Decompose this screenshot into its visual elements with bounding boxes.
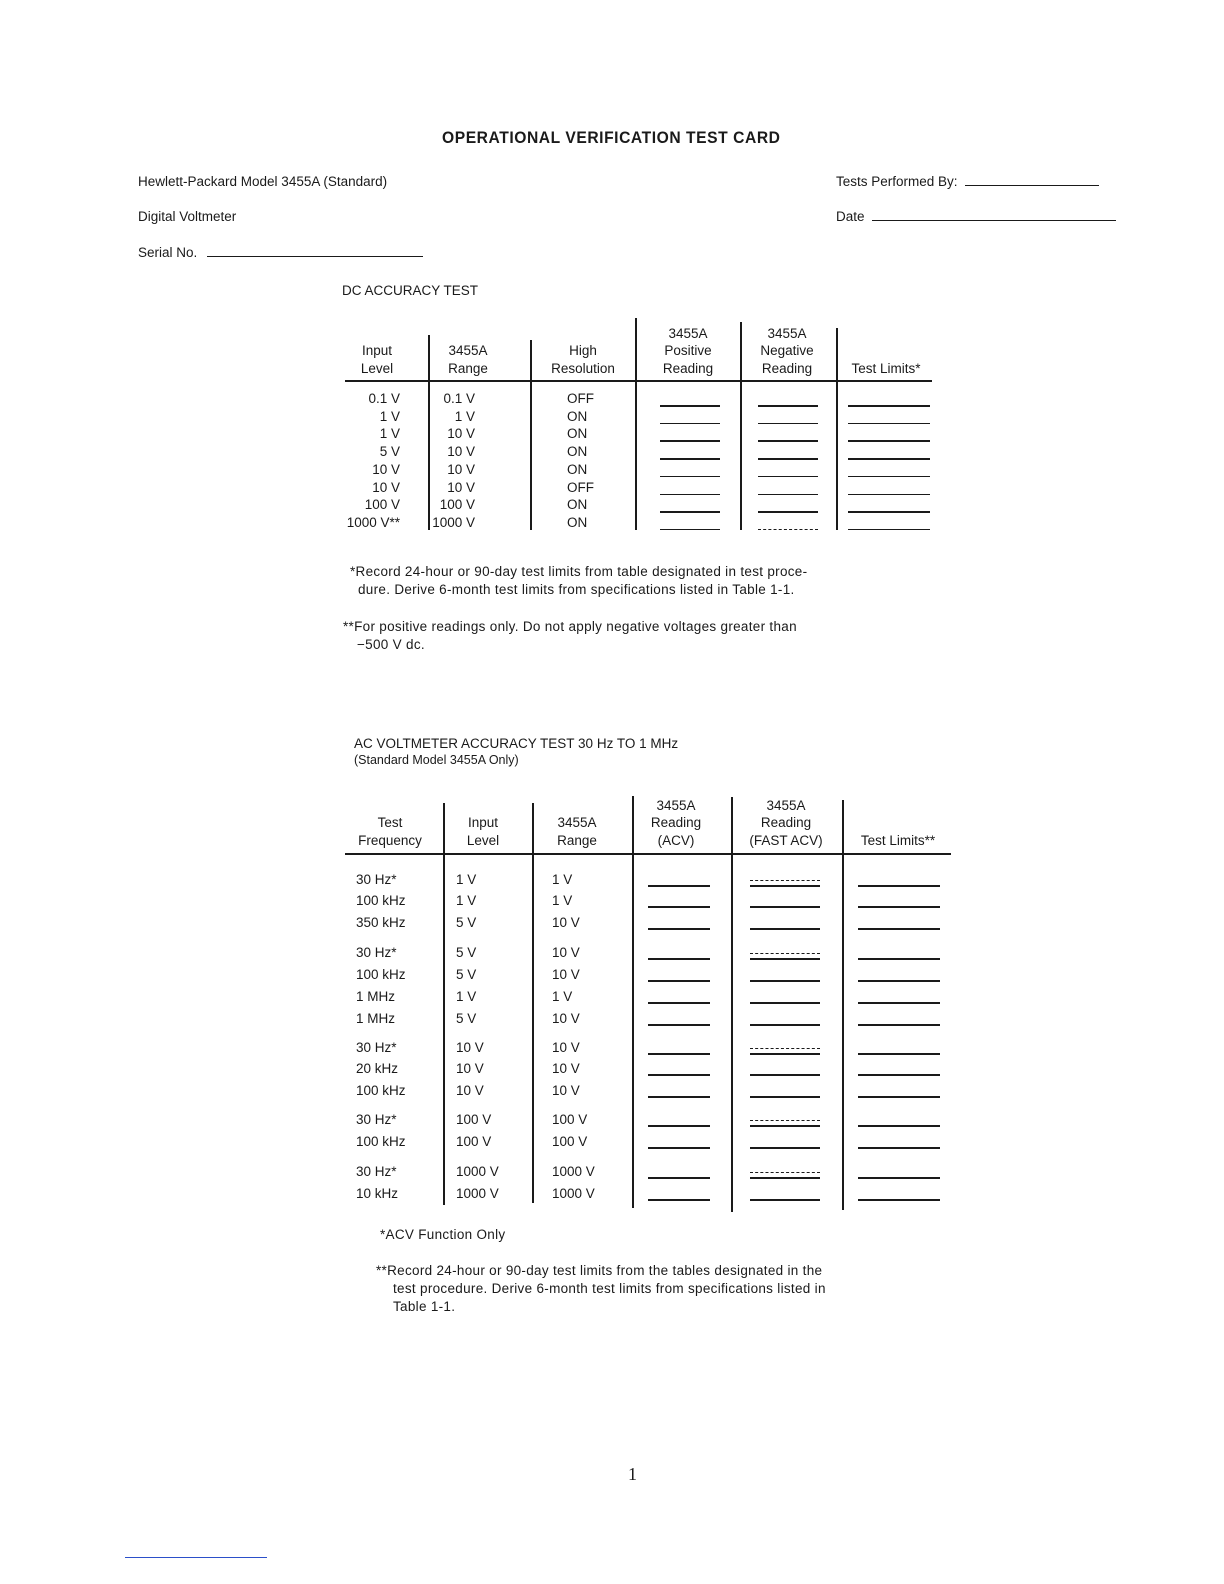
ac-test-frequency: 100 kHz	[356, 1083, 406, 1098]
ac-column-header: Reading	[650, 815, 702, 830]
dc-positive-reading-blank	[660, 405, 720, 407]
ac-column-divider	[842, 800, 844, 1210]
dc-negative-reading-blank	[758, 476, 818, 478]
ac-fast-acv-reading-blank	[750, 1096, 820, 1098]
dc-column-divider	[635, 318, 637, 530]
ac-fast-acv-reading-blank	[750, 928, 820, 930]
ac-column-header: Input	[467, 815, 499, 830]
dc-negative-reading-blank	[758, 423, 818, 425]
ac-column-header: Test Limits**	[860, 832, 936, 848]
ac-test-limits-blank	[858, 928, 940, 930]
dc-negative-reading-blank	[758, 529, 818, 530]
dc-column-divider	[530, 340, 532, 530]
dc-range: 10 V	[447, 444, 475, 460]
ac-acv-reading-blank	[648, 1024, 710, 1026]
ac-fast-acv-reading-blank	[750, 880, 820, 881]
ac-test-limits-blank	[858, 1199, 940, 1201]
ac-fast-acv-reading-blank	[750, 1120, 820, 1121]
ac-fast-acv-reading-blank	[750, 1074, 820, 1076]
dc-note-2-line: −500 V dc.	[357, 637, 425, 652]
ac-column-header: Frequency	[358, 832, 422, 848]
dc-test-limits-blank	[848, 511, 930, 513]
ac-column-divider	[731, 797, 733, 1212]
ac-input-level: 1 V	[456, 872, 477, 887]
dc-column-divider	[740, 322, 742, 530]
dc-column-header: Positive	[664, 343, 712, 358]
ac-fast-acv-reading-blank	[750, 1024, 820, 1026]
ac-acv-reading-blank	[648, 980, 710, 982]
ac-test-frequency: 30 Hz*	[356, 945, 397, 960]
ac-acv-reading-blank	[648, 928, 710, 930]
ac-range: 1 V	[552, 893, 573, 908]
ac-input-level: 1000 V	[456, 1164, 499, 1179]
dc-column-header: Reading	[761, 360, 813, 376]
dc-range: 100 V	[439, 497, 475, 513]
dc-column-header: Range	[448, 360, 488, 376]
dc-test-limits-blank	[848, 405, 930, 407]
ac-acv-reading-blank	[648, 1177, 710, 1179]
ac-acv-reading-blank	[648, 1096, 710, 1098]
ac-fast-acv-reading-blank	[750, 1125, 820, 1127]
ac-input-level: 10 V	[456, 1083, 484, 1098]
dc-negative-reading-blank	[758, 405, 818, 407]
ac-test-frequency: 350 kHz	[356, 915, 406, 930]
ac-range: 100 V	[552, 1112, 588, 1127]
ac-note-2	[376, 1262, 826, 1316]
ac-test-limits-blank	[858, 1177, 940, 1179]
dc-input-level: 1000 V**	[346, 514, 400, 530]
dc-high-resolution: ON	[567, 461, 588, 477]
ac-column-header: Level	[466, 832, 500, 848]
dc-test-limits-blank	[848, 529, 930, 531]
ac-column-header: Reading	[760, 815, 812, 830]
dc-test-limits-blank	[848, 440, 930, 442]
ac-fast-acv-reading-blank	[750, 885, 820, 887]
ac-test-frequency: 20 kHz	[356, 1061, 399, 1076]
ac-test-limits-blank	[858, 1147, 940, 1149]
dc-range: 10 V	[447, 479, 475, 495]
ac-acv-reading-blank	[648, 1199, 710, 1201]
dc-high-resolution: ON	[567, 514, 588, 530]
dc-range: 10 V	[447, 426, 475, 442]
ac-section-subtitle: (Standard Model 3455A Only)	[354, 753, 519, 767]
dc-note-2-line: **For positive readings only. Do not apply negative voltages greater than	[343, 619, 797, 634]
dc-positive-reading-blank	[660, 511, 720, 513]
ac-range: 10 V	[552, 967, 580, 982]
dc-positive-reading-blank	[660, 423, 720, 425]
ac-test-limits-blank	[858, 1096, 940, 1098]
ac-test-frequency: 10 kHz	[356, 1186, 399, 1201]
ac-test-frequency: 1 MHz	[356, 989, 396, 1004]
ac-test-limits-blank	[858, 1053, 940, 1055]
ac-fast-acv-reading-blank	[750, 1172, 820, 1173]
date-blank	[872, 220, 1116, 221]
dc-note-2	[343, 618, 797, 654]
dc-high-resolution: OFF	[567, 391, 594, 406]
dc-column-divider	[836, 328, 838, 530]
ac-fast-acv-reading-blank	[750, 906, 820, 908]
ac-input-level: 5 V	[456, 967, 477, 982]
ac-note-2-line: test procedure. Derive 6-month test limits from specifications listed in	[393, 1281, 826, 1296]
dc-column-header: 3455A	[767, 325, 807, 341]
ac-acv-reading-blank	[648, 885, 710, 887]
ac-column-header: Test	[377, 815, 403, 830]
ac-range: 100 V	[552, 1134, 588, 1149]
performed-by-field	[836, 174, 1099, 189]
dc-high-resolution: ON	[567, 444, 588, 460]
dc-column-header: Test Limits*	[851, 360, 921, 376]
ac-test-limits-blank	[858, 906, 940, 908]
ac-acv-reading-blank	[648, 958, 710, 960]
ac-note-1: *ACV Function Only	[380, 1227, 506, 1242]
ac-test-limits-blank	[858, 885, 940, 887]
dc-test-limits-blank	[848, 423, 930, 425]
ac-fast-acv-reading-blank	[750, 980, 820, 982]
ac-input-level: 100 V	[456, 1134, 492, 1149]
dc-positive-reading-blank	[660, 440, 720, 442]
dc-negative-reading-blank	[758, 458, 818, 460]
ac-input-level: 5 V	[456, 1011, 477, 1026]
ac-input-level: 10 V	[456, 1061, 484, 1076]
performed-by-blank	[965, 185, 1099, 186]
ac-acv-reading-blank	[648, 1125, 710, 1127]
dc-positive-reading-blank	[660, 458, 720, 460]
date-field	[836, 209, 1116, 224]
ac-range: 10 V	[552, 1061, 580, 1076]
dc-header-rule	[345, 380, 932, 382]
ac-acv-reading-blank	[648, 1147, 710, 1149]
dc-column-header: Level	[360, 360, 394, 376]
dc-input-level: 0.1 V	[368, 391, 400, 406]
dc-section-title: DC ACCURACY TEST	[342, 283, 479, 298]
dc-column-header: Negative	[760, 343, 814, 358]
dc-positive-reading-blank	[660, 476, 720, 478]
ac-test-limits-blank	[858, 1002, 940, 1004]
dc-input-level: 100 V	[364, 497, 400, 513]
dc-high-resolution: ON	[567, 497, 588, 513]
dc-test-limits-blank	[848, 494, 930, 496]
ac-column-header: (ACV)	[657, 832, 695, 848]
ac-input-level: 1000 V	[456, 1186, 499, 1201]
dc-test-limits-blank	[848, 476, 930, 478]
dc-column-header: Input	[361, 343, 393, 358]
ac-acv-reading-blank	[648, 906, 710, 908]
dc-negative-reading-blank	[758, 494, 818, 496]
ac-fast-acv-reading-blank	[750, 953, 820, 954]
page-title: OPERATIONAL VERIFICATION TEST CARD	[442, 128, 781, 147]
dc-column-divider	[428, 335, 430, 530]
dc-column-header: 3455A	[668, 325, 708, 341]
ac-fast-acv-reading-blank	[750, 1048, 820, 1049]
dc-note-1-line: dure. Derive 6-month test limits from specifications listed in Table 1-1.	[358, 582, 795, 597]
ac-test-frequency: 30 Hz*	[356, 1112, 397, 1127]
ac-test-limits-blank	[858, 1074, 940, 1076]
ac-column-divider	[532, 803, 534, 1203]
ac-column-header: 3455A	[557, 815, 597, 830]
ac-acv-reading-blank	[648, 1074, 710, 1076]
dc-column-header: Resolution	[551, 360, 615, 376]
ac-test-frequency: 100 kHz	[356, 1134, 406, 1149]
ac-test-frequency: 100 kHz	[356, 967, 406, 982]
ac-test-frequency: 30 Hz*	[356, 872, 397, 887]
ac-column-header: 3455A	[766, 797, 806, 813]
page-number: 1	[628, 1464, 637, 1484]
ac-input-level: 1 V	[456, 893, 477, 908]
ac-fast-acv-reading-blank	[750, 1053, 820, 1055]
date-label: Date	[836, 209, 865, 224]
ac-test-limits-blank	[858, 1125, 940, 1127]
ac-input-level: 100 V	[456, 1112, 492, 1127]
ac-range: 1 V	[552, 989, 573, 1004]
dc-positive-reading-blank	[660, 529, 720, 531]
ac-test-frequency: 1 MHz	[356, 1011, 396, 1026]
ac-fast-acv-reading-blank	[750, 1177, 820, 1179]
ac-range: 10 V	[552, 1040, 580, 1055]
dc-input-level: 10 V	[372, 479, 400, 495]
ac-input-level: 5 V	[456, 915, 477, 930]
ac-range: 1000 V	[552, 1186, 595, 1201]
footnote-rule	[125, 1557, 267, 1558]
ac-fast-acv-reading-blank	[750, 1147, 820, 1149]
ac-test-limits-blank	[858, 958, 940, 960]
ac-range: 10 V	[552, 945, 580, 960]
dc-test-limits-blank	[848, 458, 930, 460]
ac-range: 10 V	[552, 1011, 580, 1026]
dc-negative-reading-blank	[758, 511, 818, 513]
dc-high-resolution: ON	[567, 408, 588, 424]
dc-column-header: Reading	[662, 360, 714, 376]
ac-fast-acv-reading-blank	[750, 1002, 820, 1004]
ac-column-header: (FAST ACV)	[749, 832, 823, 848]
dc-input-level: 10 V	[372, 461, 400, 477]
serial-field	[138, 245, 423, 260]
model-label: Hewlett-Packard Model 3455A (Standard)	[138, 174, 388, 189]
dc-positive-reading-blank	[660, 494, 720, 496]
ac-test-frequency: 100 kHz	[356, 893, 406, 908]
dc-input-level: 5 V	[379, 444, 400, 460]
ac-column-header: Range	[557, 832, 597, 848]
ac-input-level: 1 V	[456, 989, 477, 1004]
dc-range: 1 V	[454, 408, 475, 424]
instrument-label: Digital Voltmeter	[138, 209, 237, 224]
dc-range: 10 V	[447, 461, 475, 477]
ac-range: 10 V	[552, 1083, 580, 1098]
dc-column-header: High	[569, 343, 597, 358]
ac-section-title: AC VOLTMETER ACCURACY TEST 30 Hz TO 1 MHz	[354, 736, 679, 751]
ac-test-limits-blank	[858, 1024, 940, 1026]
dc-input-level: 1 V	[379, 408, 400, 424]
serial-label: Serial No.	[138, 245, 198, 260]
ac-note-2-line: Table 1-1.	[393, 1299, 456, 1314]
ac-range: 1000 V	[552, 1164, 595, 1179]
ac-range: 1 V	[552, 872, 573, 887]
ac-column-header: 3455A	[656, 797, 696, 813]
dc-negative-reading-blank	[758, 440, 818, 442]
ac-column-divider	[443, 803, 445, 1205]
ac-fast-acv-reading-blank	[750, 958, 820, 960]
ac-input-level: 10 V	[456, 1040, 484, 1055]
ac-input-level: 5 V	[456, 945, 477, 960]
ac-column-divider	[632, 796, 634, 1208]
ac-test-limits-blank	[858, 980, 940, 982]
dc-range: 1000 V	[432, 514, 475, 530]
dc-note-1	[350, 563, 807, 599]
ac-test-frequency: 30 Hz*	[356, 1040, 397, 1055]
ac-acv-reading-blank	[648, 1002, 710, 1004]
performed-by-label: Tests Performed By:	[836, 174, 958, 189]
ac-note-2-line: **Record 24-hour or 90-day test limits from the tables designated in the	[376, 1263, 823, 1278]
dc-input-level: 1 V	[379, 426, 400, 442]
serial-blank	[207, 256, 423, 257]
ac-acv-reading-blank	[648, 1053, 710, 1055]
dc-note-1-line: *Record 24-hour or 90-day test limits from table designated in test proce-	[350, 564, 808, 579]
dc-column-header: 3455A	[448, 343, 488, 358]
dc-high-resolution: OFF	[567, 479, 594, 495]
ac-header-rule	[345, 853, 951, 855]
ac-range: 10 V	[552, 915, 580, 930]
ac-test-frequency: 30 Hz*	[356, 1164, 397, 1179]
ac-fast-acv-reading-blank	[750, 1199, 820, 1201]
dc-range: 0.1 V	[443, 391, 475, 406]
dc-high-resolution: ON	[567, 426, 588, 442]
